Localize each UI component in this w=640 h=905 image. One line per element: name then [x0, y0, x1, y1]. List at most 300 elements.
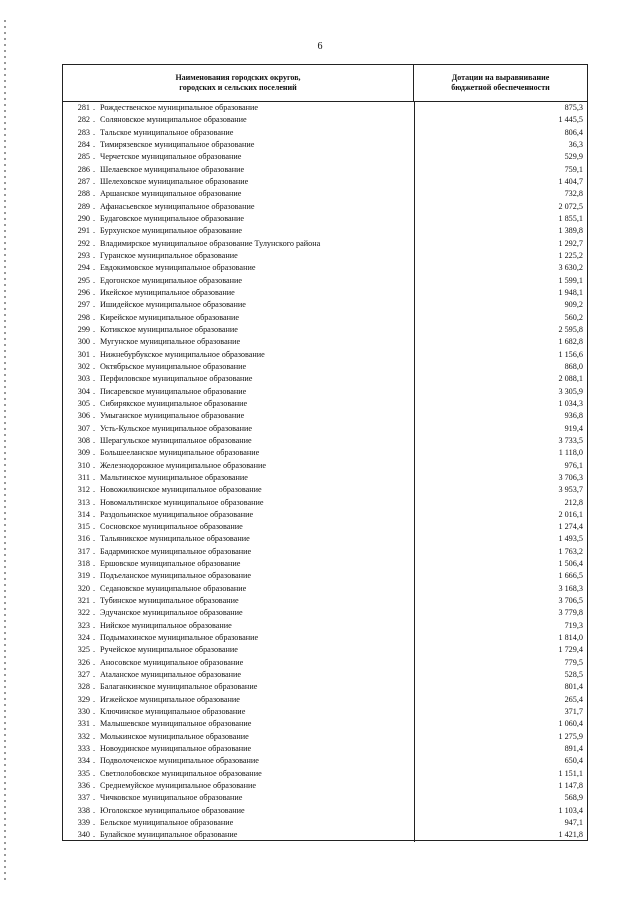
subsidy-value: 936,8 — [414, 410, 587, 422]
table-row — [63, 398, 587, 410]
table-row — [63, 250, 587, 262]
municipality-name: Подъеланское муниципальное образование — [100, 571, 251, 581]
table-row — [63, 644, 587, 656]
row-name-cell — [63, 546, 414, 558]
table-row — [63, 743, 587, 755]
row-number: 330 — [77, 707, 90, 717]
row-name-cell — [63, 460, 414, 472]
municipality-name: Котикское муниципальное образование — [100, 324, 238, 334]
row-number-dot: . — [92, 620, 96, 630]
row-name-cell — [63, 632, 414, 644]
row-number-dot: . — [92, 349, 96, 359]
row-number: 327 — [77, 670, 90, 680]
table-row — [63, 213, 587, 225]
row-number: 291 — [77, 226, 90, 236]
row-number: 301 — [77, 349, 90, 359]
row-number-dot: . — [92, 497, 96, 507]
row-number: 283 — [77, 127, 90, 137]
row-number-dot: . — [92, 226, 96, 236]
subsidy-value: 1 147,8 — [414, 780, 587, 792]
row-number-dot: . — [92, 263, 96, 273]
municipality-name: Эдучанское муниципальное образование — [100, 608, 243, 618]
row-number: 322 — [77, 608, 90, 618]
subsidy-value: 919,4 — [414, 423, 587, 435]
municipality-name: Октябрьское муниципальное образование — [100, 361, 247, 371]
municipality-name: Гуранское муниципальное образование — [100, 250, 238, 260]
row-number: 304 — [77, 386, 90, 396]
row-number-dot: . — [92, 164, 96, 174]
municipality-name: Будаговское муниципальное образование — [100, 213, 245, 223]
row-number: 296 — [77, 287, 90, 297]
row-number: 314 — [77, 509, 90, 519]
row-number-dot: . — [92, 682, 96, 692]
table-row — [63, 718, 587, 730]
table-row — [63, 829, 587, 841]
row-number-dot: . — [92, 694, 96, 704]
row-number: 295 — [77, 275, 90, 285]
table-row — [63, 669, 587, 681]
subsidy-value: 3 706,3 — [414, 472, 587, 484]
municipality-name: Нижнебурбукское муниципальное образование — [100, 349, 265, 359]
row-number-dot: . — [92, 657, 96, 667]
row-number: 284 — [77, 139, 90, 149]
table-row — [63, 620, 587, 632]
subsidy-value: 1 060,4 — [414, 718, 587, 730]
row-name-cell — [63, 768, 414, 780]
subsidy-value: 1 389,8 — [414, 225, 587, 237]
subsidy-table — [62, 64, 588, 841]
subsidy-value: 3 779,8 — [414, 607, 587, 619]
header-value-cell — [413, 65, 587, 101]
header-value-label: Дотации на выравнивание бюджетной обеспеченности — [451, 73, 550, 92]
table-row — [63, 127, 587, 139]
table-row — [63, 386, 587, 398]
subsidy-value: 806,4 — [414, 127, 587, 139]
row-name-cell — [63, 669, 414, 681]
row-name-cell — [63, 114, 414, 126]
table-row — [63, 472, 587, 484]
row-name-cell — [63, 373, 414, 385]
municipality-name: Писаревское муниципальное образование — [100, 386, 247, 396]
row-number: 281 — [77, 103, 90, 112]
table-row — [63, 731, 587, 743]
table-row — [63, 595, 587, 607]
municipality-name: Тубинское муниципальное образование — [100, 596, 239, 606]
page-number: 6 — [317, 41, 323, 52]
table-row — [63, 780, 587, 792]
subsidy-value: 212,8 — [414, 497, 587, 509]
subsidy-value: 560,2 — [414, 312, 587, 324]
subsidy-value: 2 088,1 — [414, 373, 587, 385]
table-row — [63, 225, 587, 237]
row-number: 326 — [77, 657, 90, 667]
row-name-cell — [63, 213, 414, 225]
row-number-dot: . — [92, 793, 96, 803]
row-number-dot: . — [92, 781, 96, 791]
row-number: 321 — [77, 596, 90, 606]
row-name-cell — [63, 509, 414, 521]
table-row — [63, 805, 587, 817]
row-number: 282 — [77, 115, 90, 125]
municipality-name: Седановское муниципальное образование — [100, 583, 247, 593]
row-number: 329 — [77, 694, 90, 704]
row-name-cell — [63, 607, 414, 619]
subsidy-value: 909,2 — [414, 299, 587, 311]
table-row — [63, 570, 587, 582]
municipality-name: Тимирязевское муниципальное образование — [100, 139, 255, 149]
municipality-name: Ручейское муниципальное образование — [100, 645, 238, 655]
table-row — [63, 521, 587, 533]
table-row — [63, 164, 587, 176]
municipality-name: Едогонское муниципальное образование — [100, 275, 242, 285]
row-number: 302 — [77, 361, 90, 371]
row-number-dot: . — [92, 152, 96, 162]
row-number: 324 — [77, 633, 90, 643]
table-row — [63, 188, 587, 200]
municipality-name: Железнодорожное муниципальное образование — [100, 460, 267, 470]
row-number: 292 — [77, 238, 90, 248]
row-number: 313 — [77, 497, 90, 507]
municipality-name: Нийское муниципальное образование — [100, 620, 232, 630]
table-row — [63, 102, 587, 114]
municipality-name: Умыганское муниципальное образование — [100, 411, 245, 421]
municipality-name: Соляновское муниципальное образование — [100, 115, 247, 125]
table-row — [63, 423, 587, 435]
row-number: 289 — [77, 201, 90, 211]
row-number-dot: . — [92, 534, 96, 544]
municipality-name: Ключинское муниципальное образование — [100, 707, 246, 717]
subsidy-value: 1 599,1 — [414, 275, 587, 287]
row-number-dot: . — [92, 818, 96, 828]
subsidy-value: 719,3 — [414, 620, 587, 632]
row-number: 307 — [77, 423, 90, 433]
table-row — [63, 533, 587, 545]
municipality-name: Шерагульское муниципальное образование — [100, 435, 252, 445]
municipality-name: Новожилкинское муниципальное образование — [100, 485, 262, 495]
subsidy-value: 1 034,3 — [414, 398, 587, 410]
row-name-cell — [63, 139, 414, 151]
row-name-cell — [63, 435, 414, 447]
row-number-dot: . — [92, 386, 96, 396]
row-number: 335 — [77, 768, 90, 778]
municipality-name: Аршанское муниципальное образование — [100, 189, 242, 199]
row-number: 331 — [77, 719, 90, 729]
row-number: 336 — [77, 781, 90, 791]
row-name-cell — [63, 718, 414, 730]
row-number-dot: . — [92, 300, 96, 310]
subsidy-value: 265,4 — [414, 694, 587, 706]
row-number-dot: . — [92, 756, 96, 766]
subsidy-value: 1 292,7 — [414, 238, 587, 250]
row-number: 310 — [77, 460, 90, 470]
row-name-cell — [63, 151, 414, 163]
row-number: 308 — [77, 435, 90, 445]
row-number-dot: . — [92, 448, 96, 458]
subsidy-value: 3 953,7 — [414, 484, 587, 496]
subsidy-value: 1 156,6 — [414, 349, 587, 361]
row-number: 320 — [77, 583, 90, 593]
row-name-cell — [63, 533, 414, 545]
row-number: 298 — [77, 312, 90, 322]
row-number-dot: . — [92, 435, 96, 445]
municipality-name: Бадарминское муниципальное образование — [100, 546, 252, 556]
subsidy-value: 1 274,4 — [414, 521, 587, 533]
municipality-name: Шелаевское муниципальное образование — [100, 164, 245, 174]
table-row — [63, 447, 587, 459]
municipality-name: Шелеховское муниципальное образование — [100, 176, 249, 186]
subsidy-value: 3 733,5 — [414, 435, 587, 447]
municipality-name: Бельское муниципальное образование — [100, 818, 234, 828]
row-number: 306 — [77, 411, 90, 421]
table-row — [63, 558, 587, 570]
row-name-cell — [63, 164, 414, 176]
row-number: 311 — [78, 472, 90, 482]
row-number-dot: . — [92, 596, 96, 606]
row-number-dot: . — [92, 287, 96, 297]
subsidy-value: 759,1 — [414, 164, 587, 176]
row-number-dot: . — [92, 103, 96, 112]
municipality-name: Молькинское муниципальное образование — [100, 731, 249, 741]
table-row — [63, 201, 587, 213]
row-number: 315 — [77, 522, 90, 532]
table-row — [63, 607, 587, 619]
row-number-dot: . — [92, 411, 96, 421]
row-number-dot: . — [92, 559, 96, 569]
row-name-cell — [63, 755, 414, 767]
row-number: 300 — [77, 337, 90, 347]
row-name-cell — [63, 250, 414, 262]
municipality-name: Сосновское муниципальное образование — [100, 522, 243, 532]
table-row — [63, 176, 587, 188]
row-name-cell — [63, 570, 414, 582]
subsidy-value: 1 421,8 — [414, 829, 587, 841]
row-number-dot: . — [92, 238, 96, 248]
row-name-cell — [63, 336, 414, 348]
row-number-dot: . — [92, 460, 96, 470]
municipality-name: Усть-Кульское муниципальное образование — [100, 423, 252, 433]
subsidy-value: 528,5 — [414, 669, 587, 681]
row-number-dot: . — [92, 645, 96, 655]
table-row — [63, 238, 587, 250]
table-row — [63, 275, 587, 287]
row-name-cell — [63, 287, 414, 299]
subsidy-value: 1 506,4 — [414, 558, 587, 570]
row-name-cell — [63, 558, 414, 570]
municipality-name: Игжейское муниципальное образование — [100, 694, 240, 704]
row-number-dot: . — [92, 250, 96, 260]
table-row — [63, 484, 587, 496]
municipality-name: Большееланское муниципальное образование — [100, 448, 260, 458]
municipality-name: Среднемуйское муниципальное образование — [100, 781, 257, 791]
subsidy-value: 875,3 — [414, 102, 587, 114]
subsidy-value: 1 855,1 — [414, 213, 587, 225]
municipality-name: Сибирякское муниципальное образование — [100, 398, 248, 408]
table-row — [63, 151, 587, 163]
row-number: 294 — [77, 263, 90, 273]
row-name-cell — [63, 521, 414, 533]
table-row — [63, 460, 587, 472]
row-name-cell — [63, 201, 414, 213]
row-number: 332 — [77, 731, 90, 741]
table-row — [63, 114, 587, 126]
row-number-dot: . — [92, 509, 96, 519]
row-number: 286 — [77, 164, 90, 174]
row-number-dot: . — [92, 115, 96, 125]
subsidy-value: 868,0 — [414, 361, 587, 373]
table-row — [63, 299, 587, 311]
row-number-dot: . — [92, 485, 96, 495]
municipality-name: Ataланское муниципальное образование — [100, 670, 242, 680]
row-number-dot: . — [92, 608, 96, 618]
row-number-dot: . — [92, 312, 96, 322]
table-row — [63, 139, 587, 151]
table-row — [63, 373, 587, 385]
row-number-dot: . — [92, 583, 96, 593]
row-name-cell — [63, 312, 414, 324]
row-name-cell — [63, 484, 414, 496]
row-number: 316 — [77, 534, 90, 544]
row-number: 287 — [77, 176, 90, 186]
row-name-cell — [63, 102, 414, 114]
municipality-name: Новомальтинское муниципальное образование — [100, 497, 264, 507]
row-name-cell — [63, 299, 414, 311]
table-row — [63, 681, 587, 693]
table-row — [63, 632, 587, 644]
municipality-name: Владимирское муниципальное образование Тулунского района — [100, 238, 321, 248]
row-name-cell — [63, 743, 414, 755]
row-number-dot: . — [92, 633, 96, 643]
subsidy-value: 568,9 — [414, 792, 587, 804]
subsidy-value: 1 225,2 — [414, 250, 587, 262]
row-number-dot: . — [92, 337, 96, 347]
row-number-dot: . — [92, 719, 96, 729]
row-number: 325 — [77, 645, 90, 655]
row-name-cell — [63, 410, 414, 422]
subsidy-value: 1 103,4 — [414, 805, 587, 817]
subsidy-value: 3 630,2 — [414, 262, 587, 274]
subsidy-value: 3 305,9 — [414, 386, 587, 398]
row-number: 293 — [77, 250, 90, 260]
row-name-cell — [63, 238, 414, 250]
municipality-name: Аносовское муниципальное образование — [100, 657, 244, 667]
row-number-dot: . — [92, 423, 96, 433]
subsidy-value: 1 275,9 — [414, 731, 587, 743]
row-number-dot: . — [92, 768, 96, 778]
municipality-name: Юголокское муниципальное образование — [100, 805, 245, 815]
row-number: 333 — [77, 744, 90, 754]
municipality-name: Тальяникское муниципальное образование — [100, 534, 250, 544]
row-name-cell — [63, 324, 414, 336]
table-row — [63, 768, 587, 780]
subsidy-value: 3 168,3 — [414, 583, 587, 595]
table-row — [63, 435, 587, 447]
row-name-cell — [63, 681, 414, 693]
subsidy-value: 1 729,4 — [414, 644, 587, 656]
table-row — [63, 694, 587, 706]
municipality-name: Раздольинское муниципальное образование — [100, 509, 254, 519]
subsidy-value: 2 016,1 — [414, 509, 587, 521]
row-name-cell — [63, 829, 414, 841]
row-number-dot: . — [92, 546, 96, 556]
table-row — [63, 657, 587, 669]
table-row — [63, 349, 587, 361]
table-body — [63, 102, 587, 842]
municipality-name: Малышевское муниципальное образование — [100, 719, 252, 729]
municipality-name: Евдокимовское муниципальное образование — [100, 263, 256, 273]
subsidy-value: 1 445,5 — [414, 114, 587, 126]
row-number: 305 — [77, 398, 90, 408]
row-number-dot: . — [92, 176, 96, 186]
row-name-cell — [63, 398, 414, 410]
row-name-cell — [63, 805, 414, 817]
subsidy-value: 2 072,5 — [414, 201, 587, 213]
row-number: 340 — [77, 830, 90, 840]
subsidy-value: 976,1 — [414, 460, 587, 472]
subsidy-value: 36,3 — [414, 139, 587, 151]
row-number: 290 — [77, 213, 90, 223]
subsidy-value: 2 595,8 — [414, 324, 587, 336]
row-number-dot: . — [92, 201, 96, 211]
table-row — [63, 287, 587, 299]
table-row — [63, 817, 587, 829]
row-name-cell — [63, 657, 414, 669]
row-number: 303 — [77, 374, 90, 384]
row-number: 312 — [77, 485, 90, 495]
row-number-dot: . — [92, 731, 96, 741]
municipality-name: Подымахинское муниципальное образование — [100, 633, 259, 643]
table-row — [63, 706, 587, 718]
subsidy-value: 1 814,0 — [414, 632, 587, 644]
municipality-name: Афанасьевское муниципальное образование — [100, 201, 255, 211]
row-name-cell — [63, 361, 414, 373]
municipality-name: Тальское муниципальное образование — [100, 127, 234, 137]
municipality-name: Новоудинское муниципальное образование — [100, 744, 252, 754]
subsidy-value: 779,5 — [414, 657, 587, 669]
row-name-cell — [63, 497, 414, 509]
municipality-name: Балаганкинское муниципальное образование — [100, 682, 258, 692]
subsidy-value: 801,4 — [414, 681, 587, 693]
municipality-name: Бурхунское муниципальное образование — [100, 226, 243, 236]
row-number-dot: . — [92, 213, 96, 223]
row-number: 299 — [77, 324, 90, 334]
table-header — [63, 65, 587, 102]
table-row — [63, 312, 587, 324]
municipality-name: Мугунское муниципальное образование — [100, 337, 241, 347]
row-number: 338 — [77, 805, 90, 815]
municipality-name: Подволоченское муниципальное образование — [100, 756, 259, 766]
row-number: 318 — [77, 559, 90, 569]
municipality-name: Булайское муниципальное образование — [100, 830, 238, 840]
row-number-dot: . — [92, 830, 96, 840]
subsidy-value: 947,1 — [414, 817, 587, 829]
table-row — [63, 410, 587, 422]
municipality-name: Светлолобовское муниципальное образование — [100, 768, 262, 778]
row-number-dot: . — [92, 127, 96, 137]
row-number: 317 — [77, 546, 90, 556]
municipality-name: Икейское муниципальное образование — [100, 287, 235, 297]
row-name-cell — [63, 780, 414, 792]
row-name-cell — [63, 694, 414, 706]
row-number-dot: . — [92, 324, 96, 334]
row-name-cell — [63, 817, 414, 829]
header-name-label: Наименования городских округов, городских и сельских поселений — [175, 73, 301, 92]
subsidy-value: 1 682,8 — [414, 336, 587, 348]
row-number: 328 — [77, 682, 90, 692]
row-number-dot: . — [92, 472, 96, 482]
row-name-cell — [63, 423, 414, 435]
subsidy-value: 1 118,0 — [414, 447, 587, 459]
table-row — [63, 262, 587, 274]
